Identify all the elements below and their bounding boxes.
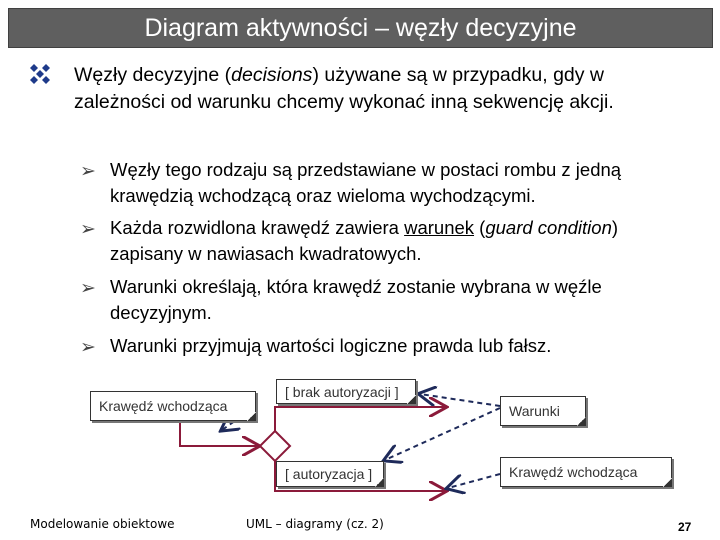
footer-course: Modelowanie obiektowe	[30, 517, 175, 531]
note-text: Krawędź wchodząca	[509, 464, 638, 480]
connector-outgoing	[448, 474, 500, 488]
term-bold: Węzły decyzyjne	[74, 64, 220, 86]
note-guard-top	[276, 379, 416, 404]
sub-item-text: Warunki określają, która krawędź zostanie wybrana w węźle decyzyjnym.	[110, 276, 602, 323]
sub-item-text: Węzły tego rodzaju są przedstawiane w postaci rombu z jedną krawędzią wchodzącą oraz wieloma wychodzącymi.	[110, 159, 622, 206]
note-text: Krawędź wchodząca	[99, 398, 228, 414]
note-text: [ brak autoryzacji ]	[285, 383, 399, 400]
post: ) zapisany w nawiasach kwadratowych.	[110, 217, 619, 264]
note-fold-icon	[577, 417, 586, 426]
outline-arrow-icon: ➢	[80, 160, 96, 182]
page-number: 27	[678, 520, 692, 534]
main-bullet-rest: gdy w zależności od warunku chcemy wykonać inną sekwencję akcji.	[74, 64, 614, 113]
note-incoming	[90, 391, 256, 421]
guard-condition-italic: guard condition	[485, 217, 612, 238]
open-paren: (	[219, 64, 232, 86]
incoming-edge	[180, 423, 258, 446]
slide-title: Diagram aktywności – węzły decyzyjne	[8, 8, 713, 48]
outline-arrow-icon: ➢	[80, 336, 96, 358]
line1-rest: ) używane są w przypadku,	[312, 64, 548, 86]
note-text: Warunki	[509, 403, 560, 419]
footer-topic: UML – diagramy (cz. 2)	[246, 517, 384, 531]
pre: Każda rozwidlona krawędź zawiera	[110, 217, 405, 238]
outgoing-edge-top	[275, 407, 445, 431]
note-fold-icon	[407, 395, 416, 404]
connector-bottom	[385, 408, 500, 460]
mid: (	[474, 217, 486, 238]
outline-arrow-icon: ➢	[80, 218, 96, 240]
note-fold-icon	[375, 478, 384, 487]
term-italic: decisions	[231, 64, 313, 86]
guard-link[interactable]: warunek	[404, 217, 475, 238]
outline-arrow-icon: ➢	[80, 277, 96, 299]
note-fold-icon	[247, 412, 256, 421]
decision-node	[260, 431, 290, 461]
note-text: [ autoryzacja ]	[285, 466, 373, 482]
note-guard-bottom	[276, 461, 384, 487]
connector-top	[420, 394, 500, 406]
sub-item-text: Warunki przyjmują wartości logiczne prawda lub fałsz.	[110, 335, 552, 356]
note-fold-icon	[663, 478, 672, 487]
note-outgoing	[500, 457, 672, 487]
note-conditions	[500, 396, 586, 426]
